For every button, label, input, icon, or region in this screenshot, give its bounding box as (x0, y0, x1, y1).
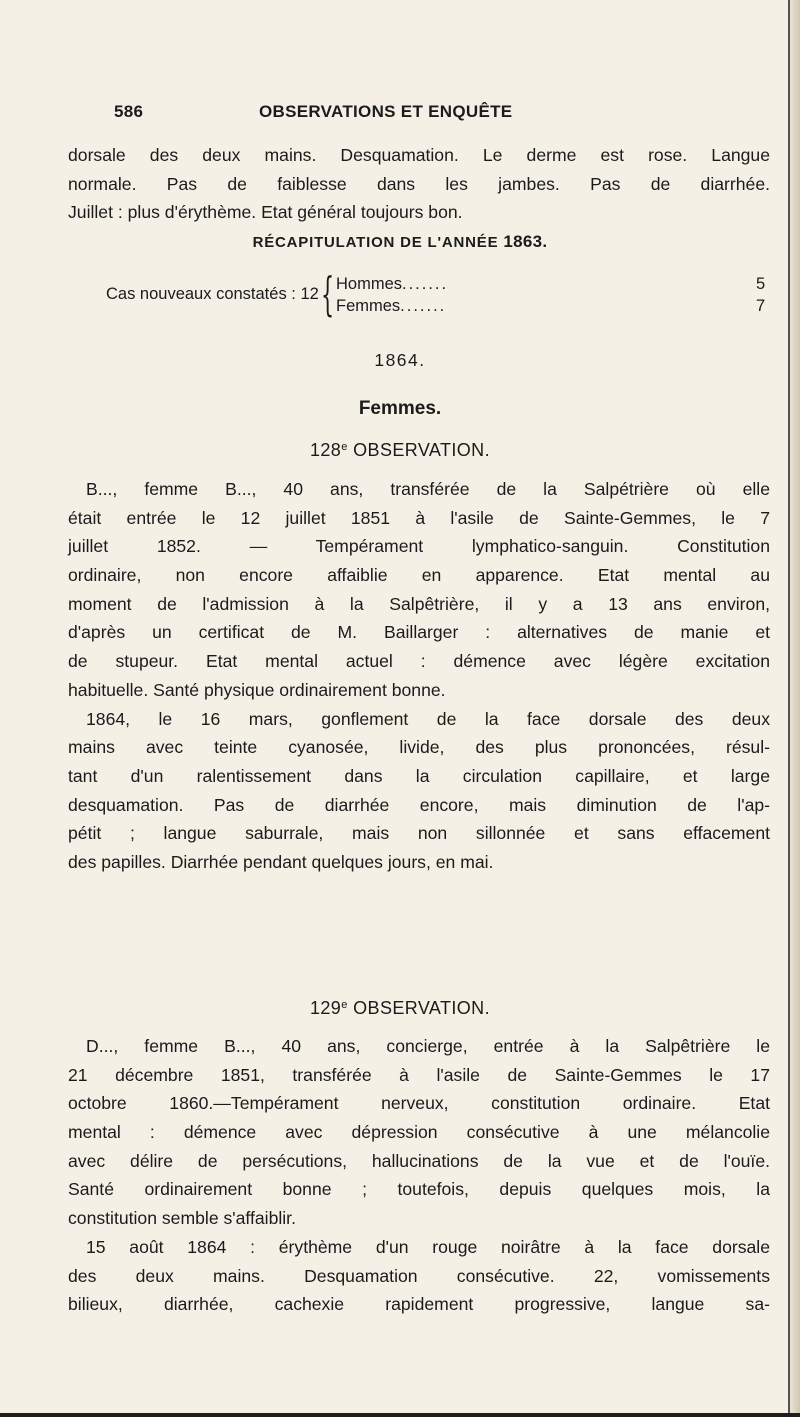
text-line: normale. Pas de faiblesse dans les jambes. Pas de diarrhée. (68, 173, 770, 194)
page-bottom-edge (0, 1413, 800, 1417)
page-number: 586 (114, 102, 144, 121)
leader-dots: ....... (400, 297, 447, 315)
observation-number: 129 (309, 998, 342, 1018)
text-line: moment de l'admission à la Salpêtrière, il y a 13 ans environ, (68, 593, 770, 614)
text-line: de stupeur. Etat mental actuel : démence avec légère excitation (68, 651, 770, 672)
text-line: octobre 1860.—Tempérament nerveux, constitution ordinaire. Etat (68, 1093, 770, 1114)
observation-128-body (68, 475, 770, 877)
text-line: habituelle. Santé physique ordinairement bonne. (68, 679, 446, 700)
text-line: 21 décembre 1851, transférée à l'asile de Sainte-Gemmes le 17 (68, 1064, 770, 1085)
recap-title: RÉCAPITULATION DE L'ANNÉE (252, 234, 499, 251)
observation-128-heading (0, 440, 800, 461)
text-line: desquamation. Pas de diarrhée encore, mais diminution de l'ap- (68, 794, 770, 815)
text-line: dorsale des deux mains. Desquamation. Le derme est rose. Langue (68, 145, 770, 165)
cases-row-label: Femmes (336, 297, 401, 315)
page-edge-shadow (790, 0, 800, 1417)
section-heading: Femmes. (358, 398, 442, 419)
cases-breakdown (336, 273, 768, 317)
recap-year: 1863. (503, 232, 548, 251)
text-line: ordinaire, non encore affaiblie en apparence. Etat mental au (68, 565, 770, 586)
text-line: était entrée le 12 juillet 1851 à l'asile de Sainte-Gemmes, le 7 (68, 507, 770, 528)
observation-title: OBSERVATION. (353, 440, 490, 460)
cases-row-value: 5 (756, 275, 766, 293)
text-line: tant d'un ralentissement dans la circulation capillaire, et large (68, 765, 770, 786)
text-line: D..., femme B..., 40 ans, concierge, entrée à la Salpêtrière le (86, 1036, 770, 1056)
text-line: 1864, le 16 mars, gonflement de la face dorsale des deux (86, 708, 770, 729)
observation-129-heading (0, 998, 800, 1019)
cases-row-label: Hommes (336, 275, 403, 293)
cases-row-hommes (336, 273, 768, 295)
text-line: 15 août 1864 : érythème d'un rouge noirâtre à la face dorsale (86, 1236, 770, 1257)
text-line: Juillet : plus d'érythème. Etat général toujours bon. (68, 202, 463, 223)
leader-dots: ....... (402, 275, 449, 293)
text-line: juillet 1852. — Tempérament lymphatico-sanguin. Constitution (68, 536, 770, 557)
text-line: mental : démence avec dépression consécutive à une mélancolie (68, 1122, 770, 1143)
text-line: B..., femme B..., 40 ans, transférée de la Salpétrière où elle (86, 479, 770, 499)
observation-title: OBSERVATION. (353, 998, 490, 1018)
text-line: des deux mains. Desquamation consécutive. 22, vomissements (68, 1265, 770, 1286)
running-header (114, 102, 764, 126)
brace-symbol: { (321, 267, 335, 321)
intro-paragraph (68, 141, 770, 227)
cases-row-value: 7 (756, 297, 766, 315)
ordinal-suffix: e (341, 999, 348, 1011)
text-line: des papilles. Diarrhée pendant quelques jours, en mai. (68, 851, 494, 872)
ordinal-suffix: e (341, 441, 348, 453)
text-line: pétit ; langue saburrale, mais non sillonnée et sans effacement (68, 823, 770, 844)
text-line: avec délire de persécutions, hallucinations de la vue et de l'ouïe. (68, 1150, 770, 1171)
text-line: Santé ordinairement bonne ; toutefois, depuis quelques mois, la (68, 1179, 770, 1200)
running-head-title: OBSERVATIONS ET ENQUÊTE (259, 102, 513, 121)
text-line: bilieux, diarrhée, cachexie rapidement progressive, langue sa- (68, 1294, 770, 1315)
text-line: mains avec teinte cyanosée, livide, des plus prononcées, résul- (68, 737, 770, 758)
text-line: d'après un certificat de M. Baillarger : alternatives de manie et (68, 622, 770, 643)
recap-heading (0, 232, 800, 252)
observation-number: 128 (309, 440, 342, 460)
cases-label: Cas nouveaux constatés : 12 (106, 285, 319, 303)
observation-129-body (68, 1032, 770, 1319)
text-line: constitution semble s'affaiblir. (68, 1208, 296, 1229)
cases-row-femmes (336, 295, 768, 317)
year-heading: 1864. (374, 350, 426, 370)
